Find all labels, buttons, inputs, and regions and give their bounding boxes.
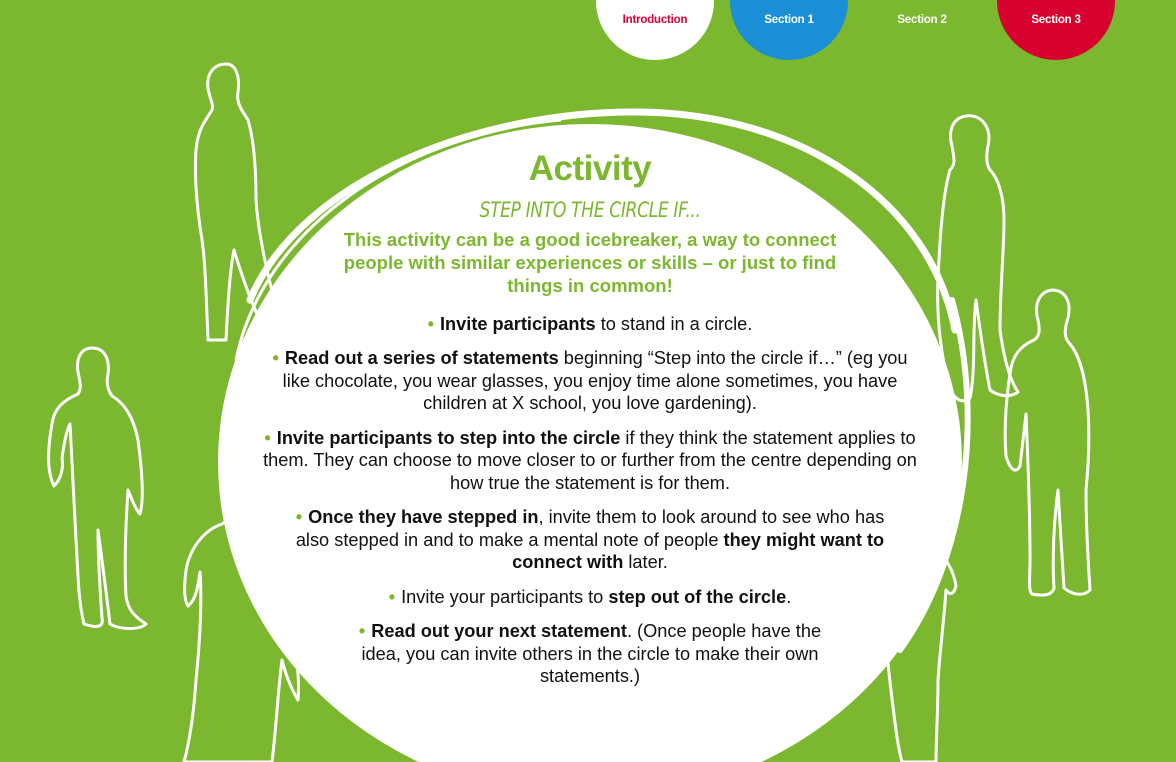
tab-section-1-label: Section 1 bbox=[764, 14, 814, 26]
list-item-text: later. bbox=[623, 552, 668, 572]
list-item-text: . bbox=[786, 586, 792, 607]
activity-content bbox=[250, 150, 930, 700]
bullet-icon: • bbox=[358, 621, 366, 641]
list-item bbox=[290, 313, 890, 336]
person-silhouette-icon bbox=[49, 348, 147, 629]
bullet-icon: • bbox=[388, 586, 396, 607]
person-silhouette-icon bbox=[1005, 290, 1090, 595]
list-item bbox=[290, 506, 890, 574]
list-item bbox=[270, 347, 910, 415]
list-item-bold: Read out a series of statements bbox=[284, 348, 559, 368]
list-item bbox=[310, 586, 870, 609]
list-item-text: , invite them to look around to see who has also stepped in and to make a mental note of people bbox=[295, 507, 885, 550]
list-item-bold: Read out your next statement bbox=[371, 621, 627, 641]
list-item-text: . (Once people have the idea, you can invite others in the circle to make their own statements.) bbox=[361, 621, 822, 686]
instructions-list bbox=[250, 313, 930, 688]
list-item-bold: Invite participants bbox=[440, 313, 596, 334]
list-item-text: if they think the statement applies to them. They can choose to move closer to or further from the centre depending on how true the statement is for them. bbox=[263, 427, 917, 493]
list-item bbox=[260, 427, 920, 495]
list-item-bold: they might want to connect with bbox=[512, 529, 885, 572]
list-item-bold: Invite participants to step into the circle bbox=[276, 427, 621, 448]
bullet-icon: • bbox=[272, 348, 279, 368]
activity-subtitle: STEP INTO THE CIRCLE IF... bbox=[479, 197, 701, 222]
list-item-text: Invite your participants to bbox=[401, 586, 609, 607]
tab-section-3-label: Section 3 bbox=[1031, 14, 1081, 26]
bullet-icon: • bbox=[427, 313, 434, 334]
list-item bbox=[350, 620, 830, 688]
list-item-text: to stand in a circle. bbox=[595, 313, 753, 334]
list-item-bold: step out of the circle bbox=[608, 586, 787, 607]
tab-section-2-label: Section 2 bbox=[897, 14, 947, 26]
tab-introduction-label: Introduction bbox=[622, 14, 688, 26]
list-item-text: beginning “Step into the circle if…” (eg you like chocolate, you wear glasses, you enjoy time alone sometimes, you have children at X school, you love gardening). bbox=[282, 348, 908, 413]
list-item-bold: Once they have stepped in bbox=[308, 507, 539, 527]
person-silhouette-icon bbox=[938, 116, 1018, 401]
page-title: Activity bbox=[528, 149, 652, 188]
bullet-icon: • bbox=[264, 427, 271, 448]
bullet-icon: • bbox=[295, 507, 303, 527]
activity-intro: This activity can be a good icebreaker, a way to connect people with similar experiences or skills – or just to find things in common! bbox=[343, 228, 837, 296]
